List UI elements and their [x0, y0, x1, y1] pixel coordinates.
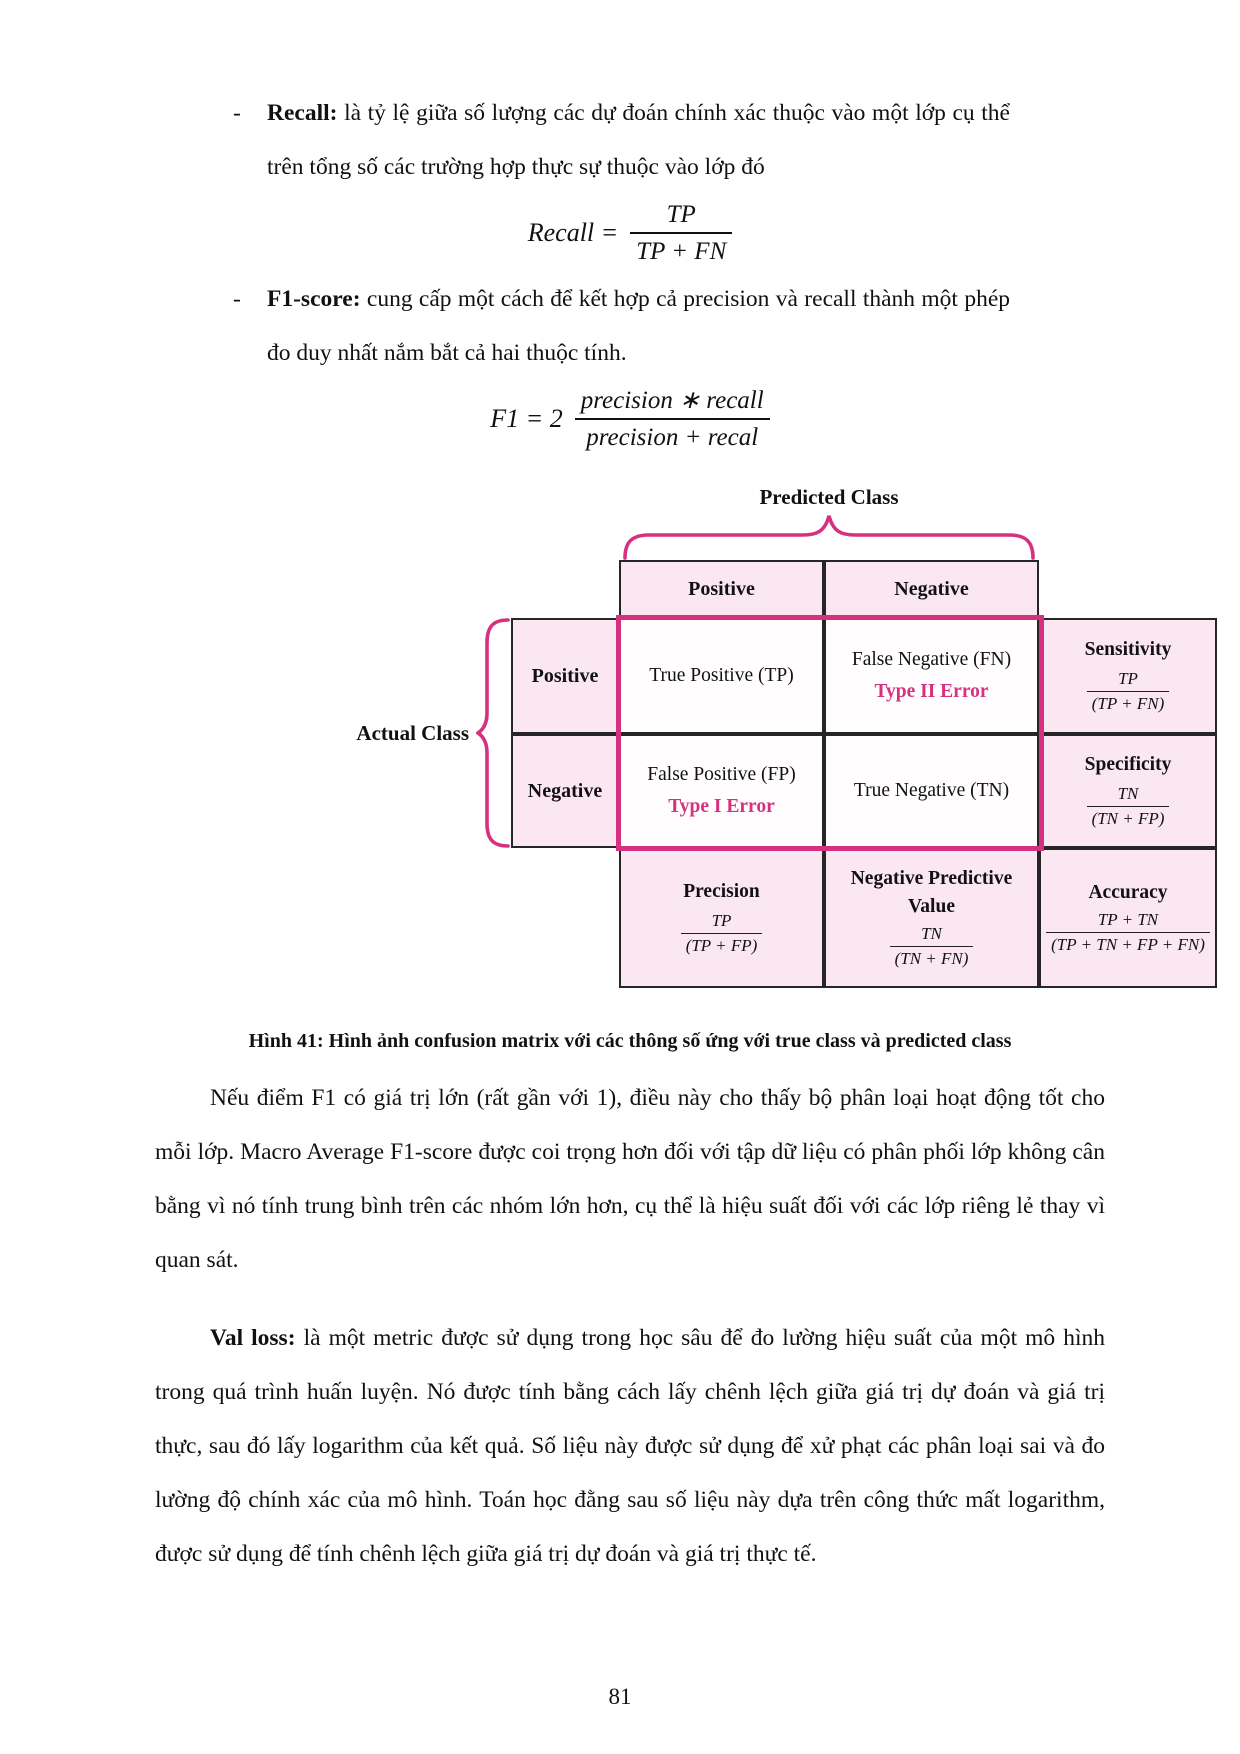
npv-numerator: TN [921, 923, 942, 943]
npv-title-line1: Negative Predictive [850, 868, 1013, 890]
false-positive-text: False Positive (FP) [647, 764, 796, 785]
accuracy-numerator: TP + TN [1097, 910, 1159, 930]
recall-formula [155, 194, 1105, 272]
npv-formula [890, 923, 974, 970]
actual-class-label: Actual Class [356, 720, 469, 745]
row-header-positive: Positive [511, 618, 619, 734]
bullet-f1score [233, 272, 1010, 380]
sensitivity-formula [1087, 668, 1170, 715]
accuracy-formula [1046, 909, 1210, 956]
confusion-matrix-figure [325, 472, 1205, 988]
specificity-title: Specificity [1084, 754, 1172, 776]
sensitivity-numerator: TP [1118, 668, 1138, 688]
npv-title-line2: Value [908, 896, 955, 918]
paragraph-f1-discussion: Nếu điểm F1 có giá trị lớn (rất gần với 1), điều này cho thấy bộ phân loại hoạt động tốt cho mỗi lớp. Macro Average F1-score được coi trọng hơn đối với tập dữ liệu có phân phối lớp không cân bằng vì nó tính trung bình trên các nhóm lớn hơn, cụ thể là hiệu suất đối với các lớp riêng lẻ thay vì quan sát. [155, 1085, 1105, 1273]
cell-true-negative [824, 734, 1039, 848]
paragraph-val-loss [155, 1311, 1105, 1581]
row-header-negative: Negative [511, 734, 619, 848]
recall-formula-lhs: Recall = [527, 218, 619, 247]
bullet-marker: - [233, 286, 241, 312]
actual-class-brace-icon [476, 616, 510, 850]
metric-specificity [1039, 734, 1217, 848]
f1-formula [155, 380, 1105, 458]
bullet-recall [233, 86, 1010, 194]
precision-numerator: TP [711, 910, 732, 930]
bullet-recall-body: là tỷ lệ giữa số lượng các dự đoán chính xác thuộc vào một lớp cụ thể trên tổng số các trường hợp thực sự thuộc vào lớp đó [267, 100, 1010, 180]
true-negative-text: True Negative (TN) [853, 780, 1010, 801]
accuracy-denominator: (TP + TN + FP + FN) [1046, 932, 1210, 956]
figure-caption: Hình 41: Hình ảnh confusion matrix với các thông số ứng với true class và predicted class [248, 1030, 1012, 1052]
precision-title: Precision [683, 881, 760, 903]
f1-formula-denominator: precision + recal [575, 418, 770, 453]
sensitivity-title: Sensitivity [1084, 639, 1172, 661]
bullet-recall-text [267, 86, 1010, 194]
type-1-error-label: Type I Error [668, 796, 775, 817]
specificity-formula [1087, 783, 1170, 830]
column-header-negative: Negative [824, 560, 1039, 618]
val-loss-lead: Val loss: [210, 1325, 296, 1351]
metric-sensitivity [1039, 618, 1217, 734]
bullet-f1score-lead: F1-score: [267, 286, 361, 312]
sensitivity-denominator: (TP + FN) [1087, 691, 1170, 715]
f1-formula-fraction [575, 385, 770, 453]
precision-formula [681, 910, 763, 957]
true-positive-text: True Positive (TP) [649, 665, 794, 686]
metric-negative-predictive-value [824, 848, 1039, 988]
bullet-f1score-body: cung cấp một cách để kết hợp cả precision và recall thành một phép đo duy nhất nắm bắt cả hai thuộc tính. [267, 286, 1010, 366]
false-negative-text: False Negative (FN) [851, 649, 1012, 670]
specificity-denominator: (TN + FP) [1087, 806, 1170, 830]
accuracy-title: Accuracy [1088, 881, 1168, 903]
val-loss-body: là một metric được sử dụng trong học sâu để đo lường hiệu suất của một mô hình trong quá trình huấn luyện. Nó được tính bằng cách lấy chênh lệch giữa giá trị dự đoán và giá trị thực, sau đó lấy logarithm của kết quả. Số liệu này được sử dụng để xử phạt các phân loại sai và đo lường độ chính xác của mô hình. Toán học đằng sau số liệu này dựa trên công thức mất logarithm, được sử dụng để tính chênh lệch giữa giá trị dự đoán và giá trị thực tế. [155, 1325, 1105, 1567]
bullet-f1score-text [267, 272, 1010, 380]
cell-false-positive [619, 734, 824, 848]
column-header-positive: Positive [619, 560, 824, 618]
page-number: 81 [608, 1684, 632, 1709]
cell-false-negative [824, 618, 1039, 734]
bullet-recall-lead: Recall: [267, 100, 338, 126]
bullet-marker: - [233, 100, 241, 126]
recall-formula-denominator: TP + FN [630, 232, 732, 267]
specificity-numerator: TN [1117, 783, 1139, 803]
recall-formula-numerator: TP [666, 201, 696, 229]
metric-precision [619, 848, 824, 988]
type-2-error-label: Type II Error [874, 681, 989, 702]
cell-true-positive [619, 618, 824, 734]
f1-formula-numerator: precision ∗ recall [580, 387, 764, 415]
predicted-class-brace-icon [619, 512, 1039, 560]
precision-denominator: (TP + FP) [681, 933, 763, 957]
f1-formula-lhs: F1 = 2 [490, 404, 563, 433]
metric-accuracy [1039, 848, 1217, 988]
recall-formula-fraction [630, 199, 732, 267]
npv-denominator: (TN + FN) [890, 946, 974, 970]
predicted-class-label: Predicted Class [759, 485, 899, 509]
